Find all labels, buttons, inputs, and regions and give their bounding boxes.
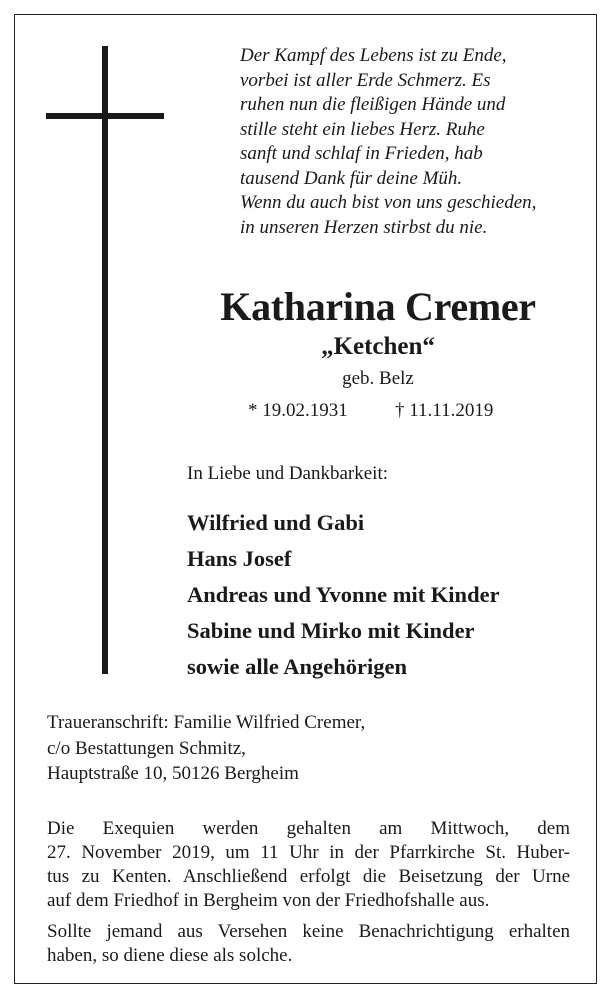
- address-line: Traueranschrift: Familie Wilfried Cremer,: [47, 712, 366, 733]
- birth-date: * 19.02.1931: [248, 400, 348, 421]
- mourners-list: [187, 505, 500, 685]
- mourner-entry: Andreas und Yvonne mit Kinder: [187, 582, 500, 607]
- address-line: c/o Bestattungen Schmitz,: [47, 737, 246, 759]
- poem-line: vorbei ist aller Erde Schmerz. Es: [240, 69, 491, 91]
- cross-horizontal-bar: [46, 113, 164, 119]
- service-line: auf dem Friedhof in Bergheim von der Friedhofshalle aus.: [47, 890, 490, 911]
- poem-line: ruhen nun die fleißigen Hände und: [240, 94, 506, 115]
- poem-line: in unseren Herzen stirbst du nie.: [240, 216, 488, 238]
- mourner-entry: sowie alle Angehörigen: [187, 654, 407, 679]
- service-line: 27. November 2019, um 11 Uhr in der Pfarrkirche St. Huber-: [47, 842, 570, 863]
- deceased-nickname: „Ketchen“: [321, 333, 435, 360]
- poem-line: tausend Dank für deine Müh.: [240, 167, 463, 189]
- poem: [240, 44, 580, 240]
- mourner-entry: Wilfried und Gabi: [187, 510, 365, 535]
- service-line: Die Exequien werden gehalten am Mittwoch, dem: [47, 818, 570, 839]
- cross-vertical-bar: [102, 46, 108, 674]
- poem-line: stille steht ein liebes Herz. Ruhe: [240, 118, 485, 140]
- note-line: haben, so diene diese als solche.: [47, 945, 293, 966]
- birth-name: geb. Belz: [342, 368, 414, 389]
- note-line: Sollte jemand aus Versehen keine Benachrichtigung erhalten: [47, 921, 570, 942]
- notification-note: [47, 920, 570, 968]
- address-line: Hauptstraße 10, 50126 Bergheim: [47, 763, 299, 784]
- death-date: † 11.11.2019: [395, 400, 494, 421]
- deceased-name: Katharina Cremer: [220, 284, 536, 329]
- service-details: [47, 817, 570, 913]
- poem-line: sanft und schlaf in Frieden, hab: [240, 143, 483, 164]
- poem-line: Wenn du auch bist von uns geschieden,: [240, 192, 537, 213]
- mourner-entry: Hans Josef: [187, 546, 292, 571]
- mourner-entry: Sabine und Mirko mit Kinder: [187, 618, 475, 643]
- poem-line: Der Kampf des Lebens ist zu Ende,: [240, 45, 507, 66]
- mourning-address: [47, 710, 365, 787]
- mourners-intro: In Liebe und Dankbarkeit:: [187, 463, 389, 484]
- service-line: tus zu Kenten. Anschließend erfolgt die Beisetzung der Urne: [47, 866, 570, 887]
